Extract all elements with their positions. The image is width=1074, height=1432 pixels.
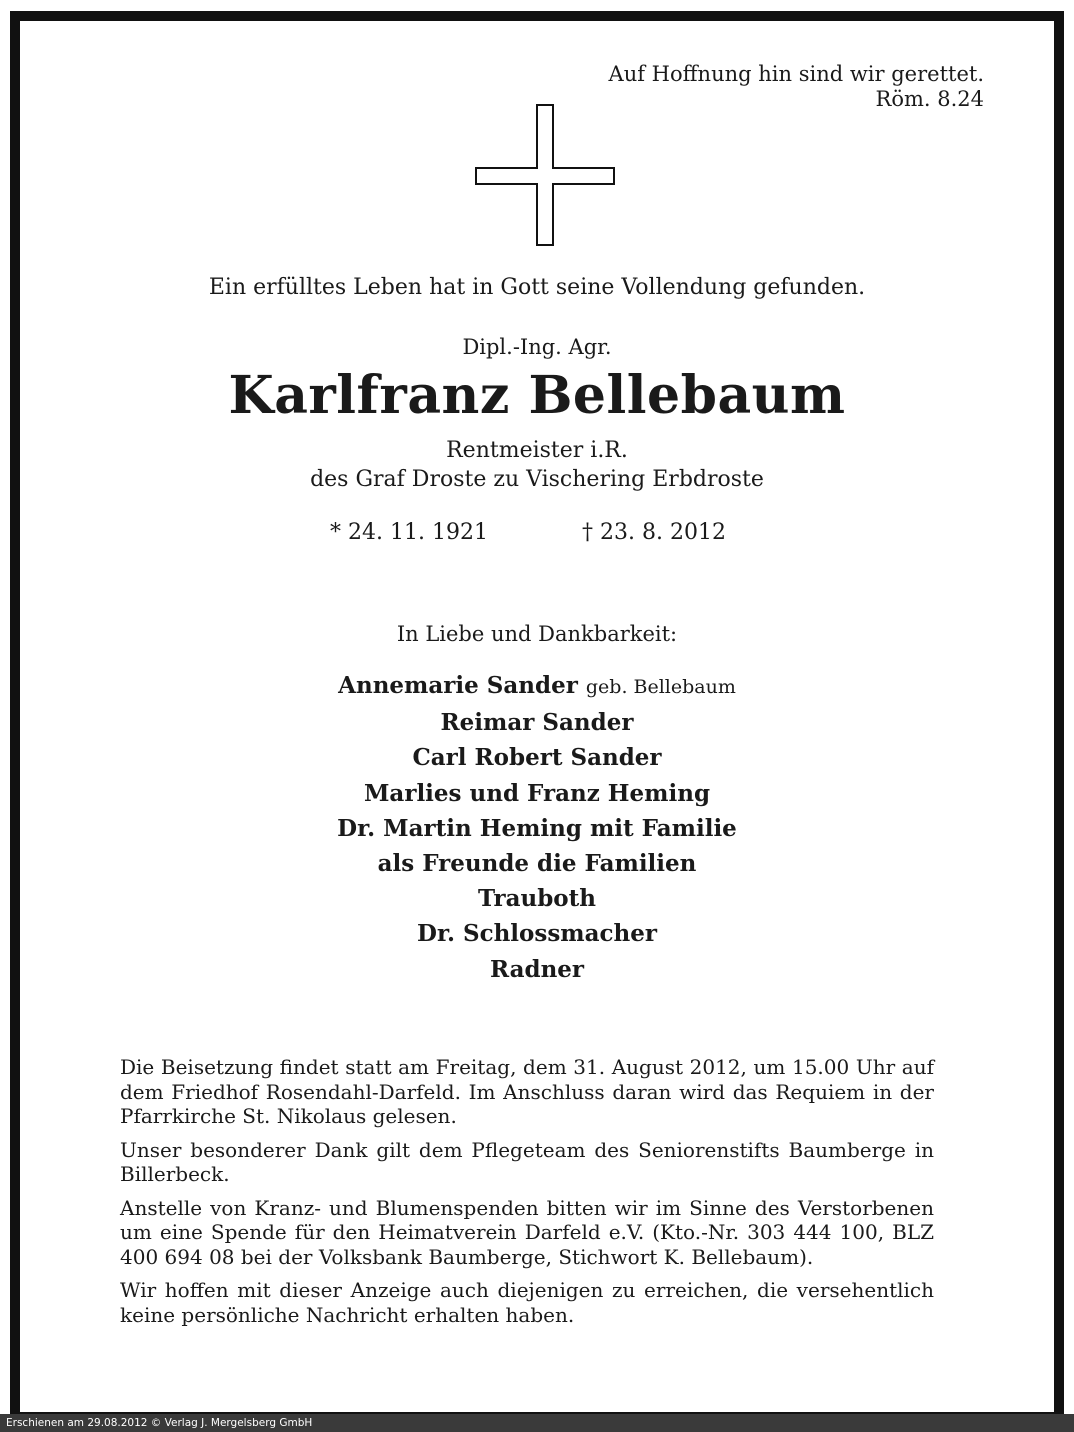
deceased-name: Karlfranz Bellebaum [228, 365, 846, 426]
funeral-notes [120, 1055, 934, 1336]
mourner-item: als Freunde die Familien [377, 850, 697, 878]
verse-reference: Röm. 8.24 [875, 87, 984, 111]
mourner-item [0, 668, 1074, 705]
bible-verse [609, 62, 984, 112]
funeral-info: Die Beisetzung findet statt am Freitag, dem 31. August 2012, um 15.00 Uhr auf dem Friedhof Rosendahl-Darfeld. Im Anschluss daran wird das Requiem in der Pfarrkirche St. Nikolaus gelesen. [120, 1055, 934, 1128]
apology-note: Wir hoffen mit dieser Anzeige auch diejenigen zu erreichen, die versehentlich keine persönliche Nachricht erhalten haben. [120, 1278, 934, 1327]
footer-text: Erschienen am 29.08.2012 © Verlag J. Mergelsberg GmbH [6, 1417, 313, 1429]
motto: Ein erfülltes Leben hat in Gott seine Vollendung gefunden. [208, 275, 866, 300]
deceased-degree: Dipl.-Ing. Agr. [462, 335, 612, 359]
mourner-suffix: geb. Bellebaum [585, 676, 736, 698]
thanks-note: Unser besonderer Dank gilt dem Pflegeteam des Seniorenstifts Baumberge in Billerbeck. [120, 1137, 934, 1186]
thanks-heading: In Liebe und Dankbarkeit: [396, 622, 678, 646]
mourner-item: Dr. Schlossmacher [417, 920, 657, 948]
mourner-item: Reimar Sander [440, 709, 634, 737]
mourner-name: Annemarie Sander [338, 672, 578, 699]
mourner-item: Radner [489, 955, 585, 983]
birth-date: * 24. 11. 1921 [330, 520, 488, 545]
mourner-item: Carl Robert Sander [412, 744, 662, 772]
mourner-item: Dr. Martin Heming mit Familie [337, 814, 737, 842]
mourners-list [0, 668, 1074, 987]
deceased-employer: des Graf Droste zu Vischering Erbdroste [310, 467, 764, 492]
verse-text: Auf Hoffnung hin sind wir gerettet. [608, 62, 984, 86]
publication-footer [0, 1414, 1074, 1432]
deceased-role: Rentmeister i.R. [446, 438, 628, 463]
cross-icon [475, 104, 615, 246]
donation-note: Anstelle von Kranz- und Blumenspenden bitten wir im Sinne des Verstorbenen um eine Spende für den Heimatverein Darfeld e.V. (Kto.-Nr. 303 444 100, BLZ 400 694 08 bei der Volksbank Baumberge, Stichwort K. Bellebaum). [120, 1195, 934, 1269]
mourner-item: Trauboth [478, 885, 596, 913]
mourner-item: Marlies und Franz Heming [363, 779, 711, 807]
death-date: † 23. 8. 2012 [582, 520, 726, 545]
